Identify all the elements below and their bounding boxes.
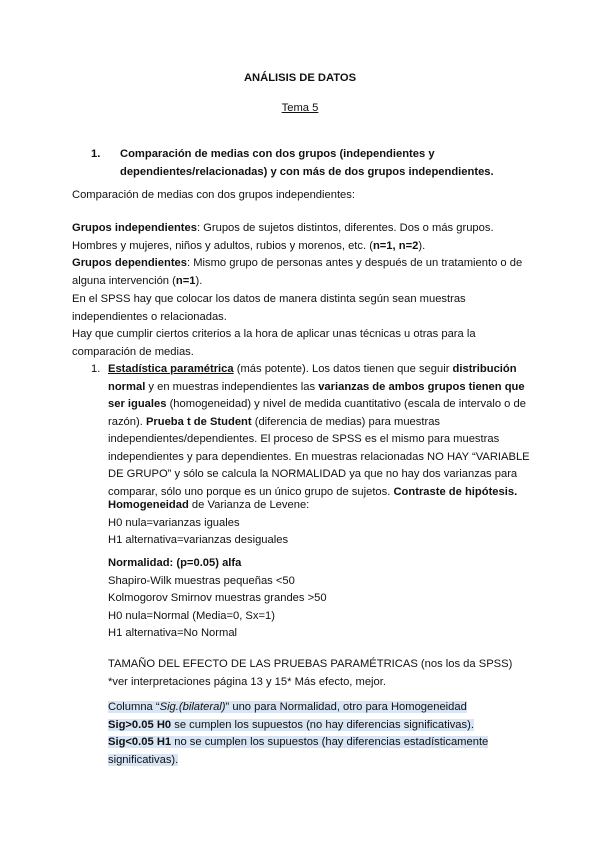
text: significativas). (108, 753, 179, 766)
text: Columna “ (108, 701, 160, 713)
text: se cumplen los supuestos (no hay diferencias significativas). (171, 718, 474, 731)
text-line: Hay que cumplir ciertos criterios a la hora de aplicar unas técnicas u otras para la (72, 328, 476, 340)
spss-paragraph (72, 291, 542, 361)
independent-groups-text: : Grupos de sujetos distintos, diferentes. Dos o más grupos. (196, 222, 494, 234)
bold-text: varianzas de ambos grupos tienen que (318, 380, 525, 393)
text: (diferencia de medias) para muestras (251, 415, 441, 428)
dependent-groups-text: : Mismo grupo de personas antes y después de un tratamiento o de (187, 257, 523, 269)
section-heading-line: Comparación de medias con dos grupos (independientes y (120, 148, 435, 160)
dependent-groups-text-cont: alguna intervención ( (72, 274, 176, 287)
shapiro-wilk-line: Shapiro-Wilk muestras pequeñas <50 (108, 574, 295, 587)
punct: ). (418, 239, 426, 252)
homogeneity-h1: H1 alternativa=varianzas desiguales (108, 534, 289, 546)
text-line: independientes y para dependientes. En muestras relacionadas NO HAY “VARIABLE (108, 450, 530, 463)
text-line: comparación de medias. (72, 345, 194, 358)
text-line: independientes o relacionadas. (72, 310, 227, 323)
effect-size-note: *ver interpretaciones página 13 y 15* Más efecto, mejor. (108, 675, 386, 688)
homogeneity-block (108, 497, 538, 550)
text-line: En el SPSS hay que colocar los datos de manera distinta según sean muestras (72, 293, 466, 305)
bold-text: ser iguales (108, 398, 167, 410)
normality-block (108, 555, 538, 643)
kolmogorov-line: Kolmogorov Smirnov muestras grandes >50 (108, 592, 327, 604)
intro-paragraph: Comparación de medias con dos grupos independientes: (72, 189, 355, 201)
bold-text: distribución (452, 363, 517, 375)
independent-groups-examples: Hombres y mujeres, niños y adultos, rubios y morenos, etc. ( (72, 239, 373, 252)
sig-gt-label: Sig>0.05 H0 (108, 718, 172, 731)
bold-text: normal (108, 380, 146, 393)
document-title: ANÁLISIS DE DATOS (243, 72, 357, 84)
text: (homogeneidad) y nivel de medida cuantitativo (escala de intervalo o de (166, 398, 526, 410)
dependent-groups-n: n=1 (175, 274, 196, 287)
groups-paragraph (72, 220, 542, 290)
text-line: DE GRUPO” y sólo se calcula la NORMALIDAD ya que no hay dos varianzas para (108, 468, 518, 480)
homogeneity-h0: H0 nula=varianzas iguales (108, 516, 240, 529)
sig-bilateral-label: Sig.(bilateral) (159, 701, 226, 713)
dependent-groups-label: Grupos dependientes (72, 257, 187, 269)
text: y en muestras independientes las (145, 380, 319, 393)
text: ” uno para Normalidad, otro para Homogeneidad (225, 701, 467, 713)
effect-size-block (108, 656, 538, 691)
normality-label: Normalidad: (p=0.05) alfa (108, 557, 242, 569)
text: de Varianza de Levene: (188, 499, 310, 511)
hypothesis-contrast-label: Contraste de hipótesis. (393, 485, 518, 498)
t-test-label: Prueba t de Student (145, 415, 252, 428)
text-line: independientes/dependientes. El proceso de SPSS es el mismo para muestras (108, 433, 500, 445)
section-heading-line: dependientes/relacionadas) y con más de dos grupos independientes. (120, 165, 494, 178)
normality-h0: H0 nula=Normal (Media=0, Sx=1) (108, 609, 275, 622)
independent-groups-n: n=1, n=2 (372, 239, 419, 252)
text: (más potente). Los datos tienen que seguir (233, 363, 453, 375)
text: razón). (108, 415, 146, 428)
document-subtitle: Tema 5 (281, 102, 319, 114)
independent-groups-label: Grupos independientes (72, 222, 197, 234)
normality-h1: H1 alternativa=No Normal (108, 627, 238, 639)
highlighted-block (108, 699, 538, 769)
text: no se cumplen los supuestos (hay diferencias estadísticamente (171, 736, 489, 748)
section-number: 1. (91, 148, 101, 160)
parametric-heading: Estadística paramétrica (108, 363, 234, 375)
effect-size-heading: TAMAÑO DEL EFECTO DE LAS PRUEBAS PARAMÉTRICAS (nos los da SPSS) (108, 658, 513, 670)
text: comparar, sólo uno porque es un único grupo de sujetos. (108, 485, 394, 498)
item-number: 1. (91, 363, 101, 375)
section-heading (91, 146, 531, 181)
parametric-statistics-item (91, 361, 531, 501)
homogeneity-label: Homogeneidad (108, 499, 189, 511)
punct: ). (195, 274, 203, 287)
sig-lt-label: Sig<0.05 H1 (108, 736, 172, 748)
